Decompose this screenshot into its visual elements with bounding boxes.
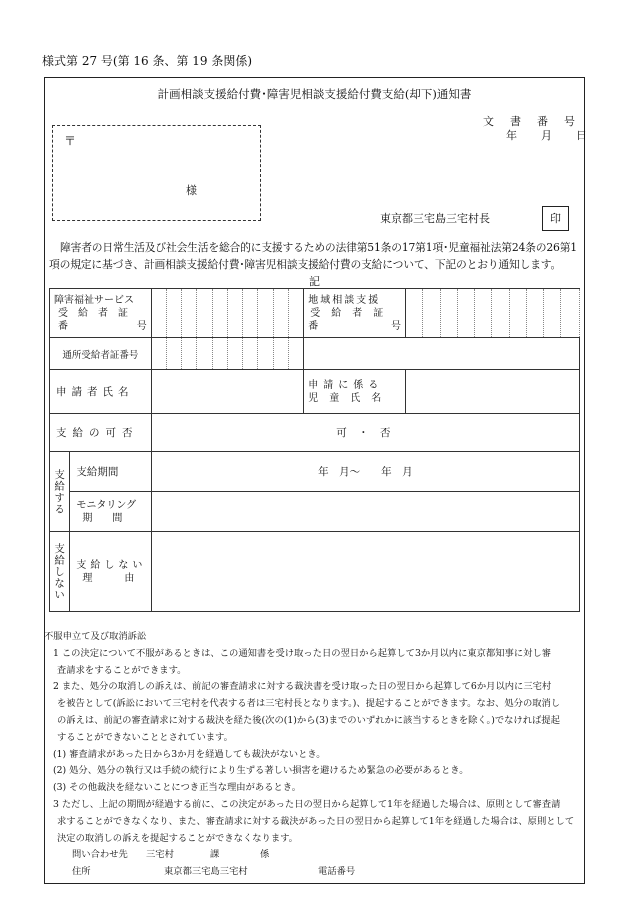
digit-cell[interactable] — [544, 289, 561, 338]
contact-inquiry-label: 問い合わせ先 — [72, 849, 128, 860]
blank-cell — [304, 338, 580, 370]
notes-list — [44, 646, 589, 848]
notice-body: 障害者の日常生活及び社会生活を総合的に支援するための法律第51条の17第1項･児童福祉法第24条の26第1項の規定に基づき、計画相談支援給付費･障害児相談支援給付費の支給について、下記のとおり通知します。 — [49, 241, 577, 271]
contact-staff: 係 — [260, 849, 270, 860]
digit-cell[interactable] — [151, 289, 166, 338]
digit-cell[interactable] — [166, 338, 181, 370]
note-line: 決定の取消しの訴えを提起することができなくなります。 — [57, 832, 298, 844]
contact-address-label: 住所 — [72, 866, 91, 877]
label-line: 理 由 — [82, 572, 139, 584]
child-name-field[interactable] — [405, 370, 579, 414]
digit-cell[interactable] — [243, 289, 258, 338]
digit-cell[interactable] — [457, 289, 474, 338]
details-table — [49, 288, 580, 612]
digit-cell[interactable] — [288, 289, 303, 338]
digit-cell[interactable] — [492, 289, 509, 338]
note-line: の訴えは、前記の審査請求に対する裁決を経た後(次の(1)から(3)までのいずれかに該当するときを除く。)でなければ提起 — [57, 714, 560, 726]
digit-cell[interactable] — [258, 289, 273, 338]
digit-cell[interactable] — [166, 289, 181, 338]
digit-cell[interactable] — [227, 289, 242, 338]
digit-cell[interactable] — [151, 338, 166, 370]
label-line: 障害福祉サービス — [54, 294, 134, 306]
grant-period-label: 支給期間 — [70, 452, 151, 492]
grant-group-label: 支給する — [50, 452, 70, 532]
note-line: 求することができなくなり、また、審査請求に対する裁決があった日の翌日から起算して1年を経過した場合は、原則として — [57, 815, 575, 827]
table-row — [50, 289, 580, 338]
digit-cell[interactable] — [243, 338, 258, 370]
table-row — [50, 532, 580, 612]
digit-cell[interactable] — [405, 289, 422, 338]
document-title: 計画相談支援給付費･障害児相談支援給付費支給(却下)通知書 — [157, 87, 472, 101]
label-line: 支給しない — [76, 559, 147, 571]
grant-period-field[interactable]: 年 月～ 年 月 — [151, 452, 579, 492]
label-line: 地域相談支援 — [308, 294, 381, 306]
deny-group-label: 支給しない — [50, 532, 70, 612]
contact-office: 三宅村 — [146, 849, 174, 860]
applicant-name-field[interactable] — [151, 370, 304, 414]
approval-label: 支給の可否 — [50, 414, 152, 452]
deny-reason-field[interactable] — [151, 532, 579, 612]
note-line: 1 この決定について不服があるときは、この通知書を受け取った日の翌日から起算して3か月以内に東京都知事に対し審 — [53, 647, 552, 659]
addressee-suffix: 様 — [186, 184, 197, 197]
note-line: 2 また、処分の取消しの訴えは、前記の審査請求に対する裁決書を受け取った日の翌日から起算して6か月以内に三宅村 — [53, 681, 552, 693]
note-line: 3 ただし、上記の期間が経過する前に、この決定があった日の翌日から起算して1年を経過した場合は、原則として審査請 — [53, 798, 561, 810]
note-line: することができないこととされています。 — [57, 731, 233, 743]
digit-cell[interactable] — [561, 289, 580, 338]
seal-box: 印 — [542, 206, 569, 231]
digit-cell[interactable] — [509, 289, 526, 338]
digit-cell[interactable] — [526, 289, 543, 338]
digit-cell[interactable] — [258, 338, 273, 370]
table-row — [50, 338, 580, 370]
digit-cell[interactable] — [423, 289, 440, 338]
table-row — [50, 370, 580, 414]
contact-address: 東京都三宅島三宅村 — [164, 866, 248, 877]
issuer-name: 東京都三宅島三宅村長 — [380, 212, 490, 225]
digit-cell[interactable] — [273, 338, 288, 370]
contact-section: 課 — [210, 849, 220, 860]
note-line: 査請求をすることができます。 — [57, 664, 187, 676]
digit-cell[interactable] — [197, 289, 212, 338]
table-row — [50, 452, 580, 492]
date-label: 年月日 — [506, 129, 611, 142]
digit-cell[interactable] — [212, 338, 227, 370]
table-row — [50, 492, 580, 532]
digit-cell[interactable] — [475, 289, 492, 338]
address-box — [52, 125, 261, 221]
monitoring-period-label — [70, 492, 151, 532]
child-name-label — [304, 370, 406, 414]
table-row — [50, 414, 580, 452]
welfare-service-id-label: 障害福祉サービス 受給者証 番 号 — [50, 289, 152, 338]
digit-cell[interactable] — [197, 338, 212, 370]
digit-cell[interactable] — [273, 289, 288, 338]
note-line: (3) その他裁決を経ないことにつき正当な理由があるとき。 — [53, 782, 301, 794]
digit-cell[interactable] — [212, 289, 227, 338]
note-line: (2) 処分、処分の執行又は手続の続行により生ずる著しい損害を避けるため緊急の必要があるとき。 — [53, 765, 469, 777]
digit-cell[interactable] — [227, 338, 242, 370]
note-line: を被告として(訴訟において三宅村を代表する者は三宅村長となります。)、提起することができます。なお、処分の取消し — [57, 698, 561, 710]
ki-heading: 記 — [309, 275, 320, 288]
form-number: 様式第 27 号(第 16 条、第 19 条関係) — [42, 54, 253, 68]
digit-cell[interactable] — [288, 338, 303, 370]
digit-cell[interactable] — [182, 289, 197, 338]
digit-cell[interactable] — [182, 338, 197, 370]
label-line: 受給者証 — [58, 307, 138, 319]
label-line: 受給者証 — [310, 307, 395, 319]
document-number-label: 文書番号 — [483, 115, 591, 128]
daycare-id-label: 通所受給者証番号 — [50, 338, 152, 370]
deny-reason-label — [70, 532, 151, 612]
digit-cell[interactable] — [440, 289, 457, 338]
note-line: (1) 審査請求があった日から3か月を経過しても裁決がないとき。 — [53, 748, 326, 760]
postal-mark: 〒 — [64, 134, 77, 148]
label-line: 児童氏名 — [308, 392, 393, 404]
community-support-id-label: 地域相談支援 受給者証 番 号 — [304, 289, 406, 338]
label-line: モニタリング — [76, 499, 137, 511]
appeal-notes — [44, 629, 589, 847]
approval-choice[interactable]: 可 ・ 否 — [151, 414, 579, 452]
notes-heading: 不服申立て及び取消訴訟 — [44, 631, 147, 642]
applicant-name-label: 申請者氏名 — [50, 370, 152, 414]
contact-phone-label: 電話番号 — [318, 866, 356, 877]
label-line: 申請に係る — [308, 379, 384, 391]
label-line: 期 間 — [82, 512, 123, 524]
monitoring-period-field[interactable] — [151, 492, 579, 532]
